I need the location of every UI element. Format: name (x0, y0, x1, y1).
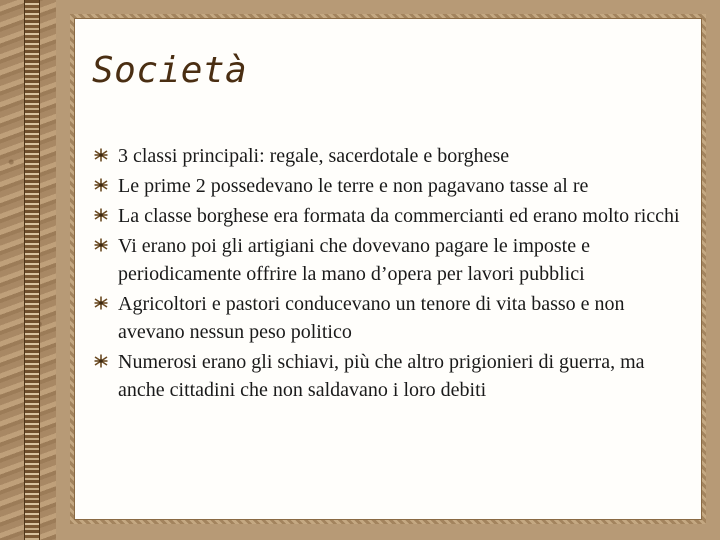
bullet-item (92, 290, 692, 346)
bullet-item (92, 202, 692, 230)
bullet-text: Le prime 2 possedevano le terre e non pagavano tasse al re (118, 175, 589, 197)
bullet-text: Numerosi erano gli schiavi, più che altro prigionieri di guerra, ma anche cittadini che non saldavano i loro debiti (118, 351, 645, 401)
bullet-item (92, 172, 692, 200)
bullet-list (92, 142, 692, 406)
bullet-text: La classe borghese era formata da commercianti ed erano molto ricchi (118, 205, 680, 227)
asterisk-ornament-icon (94, 354, 108, 368)
asterisk-ornament-icon (94, 238, 108, 252)
asterisk-ornament-icon (94, 178, 108, 192)
decorative-side-border (0, 0, 56, 540)
bullet-text: 3 classi principali: regale, sacerdotale e borghese (118, 145, 510, 167)
asterisk-ornament-icon (94, 208, 108, 222)
bullet-text: Vi erano poi gli artigiani che dovevano pagare le imposte e periodicamente offrire la mano d’opera per lavori pubblici (118, 235, 590, 285)
bullet-item (92, 232, 692, 288)
bullet-text: Agricoltori e pastori conducevano un tenore di vita basso e non avevano nessun peso politico (118, 293, 625, 343)
bullet-item (92, 348, 692, 404)
slide-title: Società (92, 50, 248, 91)
asterisk-ornament-icon (94, 296, 108, 310)
bullet-item (92, 142, 692, 170)
decorative-film-track (24, 0, 40, 540)
asterisk-ornament-icon (94, 148, 108, 162)
